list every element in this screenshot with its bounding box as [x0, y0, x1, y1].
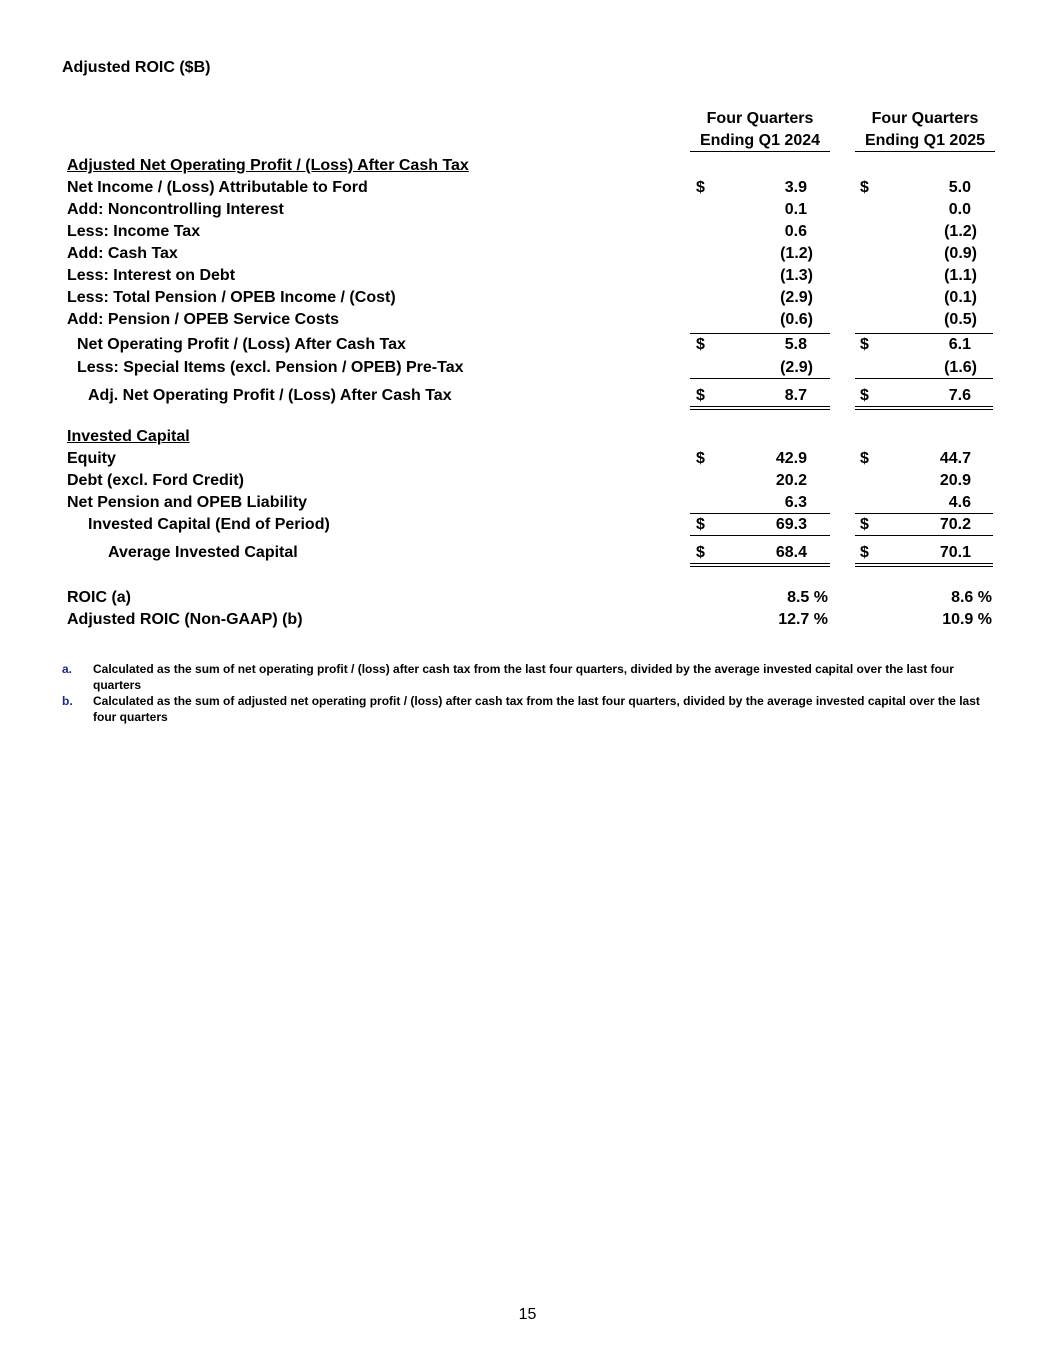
row-label: Net Income / (Loss) Attributable to Ford	[67, 179, 368, 196]
value-q1-2024: 0.6	[784, 223, 807, 240]
value-q1-2025: 70.2	[939, 516, 971, 533]
row-label: Add: Cash Tax	[67, 245, 178, 262]
row-label: Add: Pension / OPEB Service Costs	[67, 311, 340, 328]
column-header-q1-2025	[855, 110, 995, 152]
row-label: Average Invested Capital	[108, 544, 298, 561]
value-q1-2024: 0.1	[784, 201, 807, 218]
value-q1-2024: 68.4	[775, 544, 807, 561]
double-rule	[855, 563, 993, 567]
row-label: Adjusted ROIC (Non-GAAP) (b)	[67, 611, 303, 628]
dollar-sign: $	[860, 336, 869, 353]
dollar-sign: $	[696, 544, 705, 561]
table-row-roic	[0, 588, 1055, 610]
double-rule	[855, 406, 993, 410]
rule	[855, 513, 993, 514]
table-row	[0, 244, 1055, 266]
table-row-subtotal	[0, 335, 1055, 357]
dollar-sign: $	[696, 336, 705, 353]
row-label: Add: Noncontrolling Interest	[67, 201, 284, 218]
value-q1-2024: 6.3	[784, 494, 807, 511]
column-header-line2: Ending Q1 2025	[855, 132, 995, 152]
rule	[690, 513, 830, 514]
dollar-sign: $	[696, 179, 705, 196]
row-label: Less: Special Items (excl. Pension / OPEB) Pre-Tax	[77, 359, 464, 376]
value-q1-2024: 8.7	[784, 387, 807, 404]
row-label: Equity	[67, 450, 116, 467]
row-label: Adj. Net Operating Profit / (Loss) After Cash Tax	[88, 387, 452, 404]
table-row	[0, 222, 1055, 244]
rule	[855, 378, 993, 379]
row-label: Less: Total Pension / OPEB Income / (Cost)	[67, 289, 396, 306]
row-label: Net Pension and OPEB Liability	[67, 494, 308, 511]
rule	[690, 535, 830, 536]
value-q1-2025: 7.6	[948, 387, 971, 404]
footnotes	[62, 661, 1002, 725]
value-q1-2025: (0.5)	[944, 311, 977, 328]
section-heading-invested-capital	[0, 427, 1055, 449]
value-q1-2025: 0.0	[948, 201, 971, 218]
value-q1-2024: (1.2)	[780, 245, 813, 262]
row-label: Net Operating Profit / (Loss) After Cash Tax	[77, 336, 406, 353]
value-q1-2025: 20.9	[939, 472, 971, 489]
dollar-sign: $	[696, 387, 705, 404]
double-rule	[690, 563, 830, 567]
footnote-a	[62, 661, 1002, 693]
value-q1-2025: 4.6	[948, 494, 971, 511]
value-q1-2024: 12.7 %	[778, 611, 828, 628]
table-row	[0, 266, 1055, 288]
value-q1-2025: 6.1	[948, 336, 971, 353]
table-row	[0, 493, 1055, 515]
footnote-text: Calculated as the sum of adjusted net operating profit / (loss) after cash tax from the last four quarters, divided by the average invested capital over the last four quarters	[93, 694, 980, 724]
value-q1-2025: 10.9 %	[942, 611, 992, 628]
table-row	[0, 200, 1055, 222]
value-q1-2024: 42.9	[775, 450, 807, 467]
value-q1-2025: (1.6)	[944, 359, 977, 376]
value-q1-2025: (0.9)	[944, 245, 977, 262]
dollar-sign: $	[860, 179, 869, 196]
value-q1-2024: 20.2	[775, 472, 807, 489]
column-header-line2: Ending Q1 2024	[690, 132, 830, 152]
row-label: Debt (excl. Ford Credit)	[67, 472, 244, 489]
value-q1-2025: 70.1	[939, 544, 971, 561]
footnote-b	[62, 693, 1002, 725]
row-label: Less: Interest on Debt	[67, 267, 236, 284]
value-q1-2024: 8.5 %	[787, 589, 828, 606]
dollar-sign: $	[696, 516, 705, 533]
table-row-subtotal	[0, 515, 1055, 537]
table-row	[0, 358, 1055, 380]
column-header-q1-2024	[690, 110, 830, 152]
table-row	[0, 288, 1055, 310]
rule	[855, 535, 993, 536]
table-row	[0, 178, 1055, 200]
table-title: Adjusted ROIC ($B)	[62, 59, 211, 76]
section-heading-adjusted-nopat	[0, 156, 1055, 178]
table-row-total	[0, 386, 1055, 408]
value-q1-2024: (1.3)	[780, 267, 813, 284]
footnote-marker: a.	[62, 662, 73, 676]
row-label: ROIC (a)	[67, 589, 131, 606]
footnote-marker: b.	[62, 694, 73, 708]
value-q1-2025: (0.1)	[944, 289, 977, 306]
value-q1-2025: (1.2)	[944, 223, 977, 240]
column-header-line1: Four Quarters	[706, 110, 814, 127]
row-label: Invested Capital	[67, 428, 190, 445]
row-label: Less: Income Tax	[67, 223, 201, 240]
page-number: 15	[518, 1306, 537, 1323]
table-row-adjusted-roic	[0, 610, 1055, 632]
dollar-sign: $	[860, 544, 869, 561]
footnote-text: Calculated as the sum of net operating profit / (loss) after cash tax from the last four quarters, divided by the average invested capital over the last four quarters	[93, 662, 954, 692]
value-q1-2025: (1.1)	[944, 267, 977, 284]
value-q1-2024: (2.9)	[780, 359, 813, 376]
value-q1-2025: 44.7	[939, 450, 971, 467]
row-label: Adjusted Net Operating Profit / (Loss) After Cash Tax	[67, 157, 469, 174]
value-q1-2025: 5.0	[948, 179, 971, 196]
column-header-line1: Four Quarters	[871, 110, 979, 127]
double-rule	[690, 406, 830, 410]
dollar-sign: $	[860, 516, 869, 533]
value-q1-2024: 5.8	[784, 336, 807, 353]
value-q1-2024: 3.9	[784, 179, 807, 196]
value-q1-2024: (0.6)	[780, 311, 813, 328]
dollar-sign: $	[860, 387, 869, 404]
table-row	[0, 310, 1055, 332]
table-row-total	[0, 543, 1055, 565]
table-row	[0, 449, 1055, 471]
dollar-sign: $	[696, 450, 705, 467]
value-q1-2024: (2.9)	[780, 289, 813, 306]
row-label: Invested Capital (End of Period)	[88, 516, 330, 533]
value-q1-2024: 69.3	[775, 516, 807, 533]
table-row	[0, 471, 1055, 493]
rule	[690, 378, 830, 379]
rule	[855, 333, 993, 334]
rule	[690, 333, 830, 334]
value-q1-2025: 8.6 %	[951, 589, 992, 606]
dollar-sign: $	[860, 450, 869, 467]
